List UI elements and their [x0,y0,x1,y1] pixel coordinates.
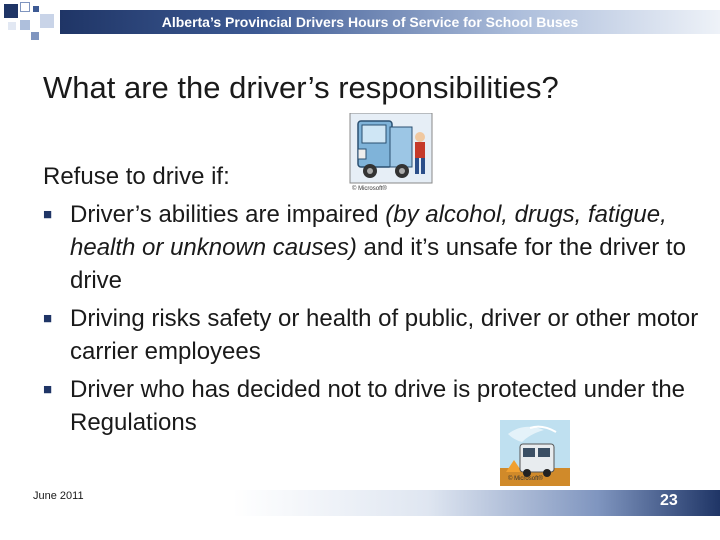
bus-credit: © Microsoft® [508,476,543,482]
list-item [43,373,703,439]
bullet-marker-icon: ■ [43,381,53,398]
bullet-list [43,198,703,444]
bullet-text: Driver’s abilities are impaired [70,201,386,228]
footer-bar [233,490,720,516]
truck-icon [348,113,434,185]
truck-credit: © Microsoft® [352,186,387,192]
bullet-text: and it’s unsafe for the driver to drive [70,234,686,294]
bullet-text: Driver who has decided not to drive is protected under the Regulations [70,376,686,436]
slide-heading: What are the driver’s responsibilities? [43,70,559,105]
decor-square [20,20,30,30]
decor-square [33,6,39,12]
decor-square [31,32,39,40]
decor-square [20,2,30,12]
bullet-text: Driving risks safety or health of public, driver or other motor carrier employees [70,305,699,365]
footer-date: June 2011 [33,490,84,502]
list-item [43,302,703,368]
intro-text: Refuse to drive if: [43,163,230,190]
list-item [43,198,703,297]
header-banner [0,0,720,42]
decor-square [40,14,54,28]
school-bus-clipart [500,420,570,492]
page-number: 23 [660,492,678,509]
bullet-marker-icon: ■ [43,206,53,223]
truck-driver-clipart [348,113,434,193]
bullet-marker-icon: ■ [43,310,53,327]
bullet-italic-text: (by alcohol, drugs, fatigue, health or unknown causes) [70,201,667,261]
decor-square [8,22,16,30]
header-title: Alberta’s Provincial Drivers Hours of Service for School Buses [161,14,579,30]
decor-square [4,4,18,18]
